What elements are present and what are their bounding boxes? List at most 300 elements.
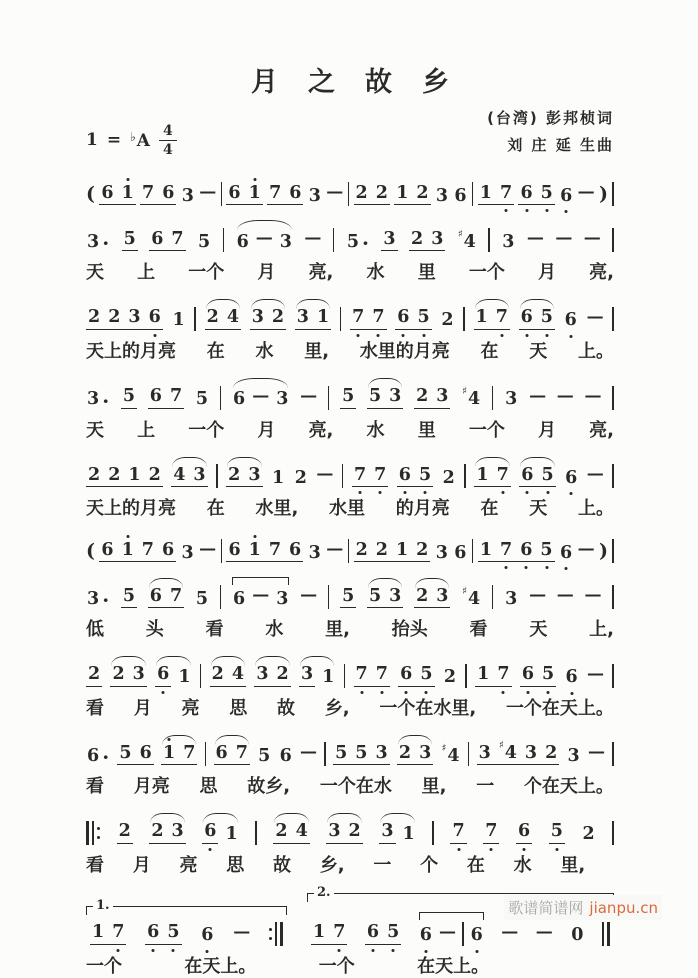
barline (612, 307, 614, 331)
beam-group (99, 182, 135, 206)
meter-numerator: 4 (159, 124, 177, 141)
sharp-accidental-icon: ♯ (441, 742, 447, 754)
beam-group (171, 464, 207, 488)
sharp-accidental-icon: ♯ (498, 739, 504, 751)
score-system (86, 175, 614, 205)
watermark-site-name: 歌谱简谱网 (508, 899, 584, 917)
note: 6 (233, 389, 246, 409)
note: 6 (289, 539, 302, 560)
note: 5 (418, 467, 432, 485)
lyric-syllable: 上。 (577, 340, 614, 362)
duration-dash: — (583, 228, 601, 248)
watermark (504, 895, 662, 920)
note: 6 (161, 539, 175, 560)
note: 6 (564, 470, 578, 488)
lyric-syllable: 上。 (577, 498, 614, 519)
beam-group (350, 309, 386, 330)
note: 3 (248, 464, 261, 485)
note: 2 (375, 539, 388, 560)
lyric-syllable: 看 (86, 776, 104, 797)
key-equals: = (106, 130, 122, 150)
note: 1 (121, 542, 135, 560)
music-line (86, 296, 614, 330)
note: 7 (496, 666, 510, 684)
lyric-syllable: 上, (589, 619, 614, 640)
lyric-syllable: 月 (537, 419, 556, 441)
slur-group (474, 296, 510, 330)
octave-dot-above (168, 738, 171, 741)
barline (492, 585, 494, 609)
beam-group (450, 823, 466, 844)
note: 2 (375, 182, 388, 203)
octave-dot-below (371, 949, 374, 952)
note: 6 (564, 669, 578, 687)
duration-dash: — (252, 585, 270, 605)
slur-group (379, 810, 415, 844)
lyric-syllable: 在天上。 (184, 955, 257, 977)
lyric-syllable: 月亮 (133, 776, 170, 797)
note: 7 (496, 467, 510, 485)
beam-group (140, 182, 176, 206)
barline (432, 821, 434, 845)
note: 2 (441, 310, 454, 330)
augmentation-dot: · (102, 588, 110, 612)
beam-group (148, 388, 184, 409)
note: 3 (419, 742, 432, 763)
octave-dot-below (565, 567, 568, 570)
note: 6 (517, 823, 531, 841)
note: 6 (149, 386, 162, 406)
octave-dot-below (565, 210, 568, 213)
slur-group (326, 810, 362, 844)
note: 3 (296, 307, 309, 327)
tie-group (232, 574, 289, 608)
note: 5 · (346, 231, 369, 255)
barline (220, 386, 222, 410)
note: 6 (139, 742, 152, 763)
note: 7 (373, 467, 387, 485)
lyric-syllable: 亮, (589, 419, 614, 441)
beam-group (394, 182, 430, 206)
note: 2 (151, 821, 164, 841)
slur-group (149, 810, 185, 844)
octave-dot-below (360, 691, 363, 694)
note: 1 (395, 539, 409, 560)
note: 5 (335, 742, 348, 763)
beam-group (117, 742, 153, 766)
note: ♯ 4 (498, 739, 517, 763)
augmentation-dot: · (102, 388, 110, 413)
slur-group (367, 575, 403, 609)
phrase-paren: ( (86, 540, 95, 562)
beam-group (414, 585, 450, 609)
note: 2 (118, 821, 131, 841)
tie-group (419, 909, 484, 945)
duration-dash: — (501, 921, 519, 942)
duration-dash: — (535, 921, 553, 942)
note: 1 (162, 745, 176, 763)
note: 3 (279, 231, 292, 252)
beam-group (99, 539, 176, 563)
composer-credit: 刘 庄 延 生曲 (507, 136, 614, 154)
octave-dot-below (117, 949, 120, 952)
duration-dash: — (586, 663, 604, 684)
slur-arc (233, 378, 288, 388)
note: 2 (443, 667, 456, 687)
note: 3 (375, 742, 388, 763)
beam-group (226, 464, 262, 488)
octave-dot-below (505, 566, 508, 569)
lyric-syllable: 在 (206, 498, 225, 519)
note: 4 (231, 664, 245, 684)
duration-dash: — (316, 464, 334, 484)
duration-dash: — (529, 385, 547, 406)
note: 6 (398, 467, 412, 485)
barline (463, 307, 465, 331)
octave-dot-below (545, 209, 548, 212)
octave-dot-below (457, 848, 460, 851)
octave-dot-below (153, 334, 156, 337)
beam-group (478, 182, 514, 206)
note: 5 (355, 742, 368, 763)
lyric-syllable: 的月亮 (395, 498, 450, 519)
note: 6 (559, 545, 573, 563)
music-line (86, 732, 614, 769)
lyric-syllable: 看 (86, 697, 104, 719)
beam-group (519, 464, 555, 488)
lyric-syllable: 水里, (255, 498, 299, 519)
begin-repeat-barline (86, 821, 100, 845)
lyric-syllable: 水里的月亮 (359, 340, 450, 362)
note: 2 (442, 467, 455, 488)
duration-dash: — (255, 228, 273, 248)
octave-dot-below (475, 950, 478, 953)
music-line (86, 175, 614, 205)
beam-group (295, 309, 331, 330)
score-system (86, 375, 614, 442)
slur-group (474, 454, 510, 488)
note: 1 (272, 467, 285, 488)
note: 1 (476, 464, 489, 485)
note: 3 · (87, 588, 110, 612)
barline (612, 386, 614, 410)
duration-dash: — (586, 306, 604, 327)
octave-dot-below (392, 949, 395, 952)
score (86, 175, 614, 978)
note: 7 (499, 185, 513, 203)
lyric-syllable: 亮 (179, 854, 198, 876)
octave-dot-below (500, 334, 503, 337)
note: 3 (128, 307, 141, 327)
music-line (86, 375, 614, 413)
octave-dot-below (209, 848, 212, 851)
music-line (86, 574, 614, 612)
slur-group (236, 217, 293, 251)
duration-dash: — (577, 182, 595, 202)
note: 1 (475, 307, 488, 327)
note: 3 (435, 185, 449, 206)
beam-group (352, 464, 388, 488)
barline (348, 539, 350, 563)
barline (328, 386, 330, 410)
note: 2 (545, 742, 558, 763)
duration-dash: — (199, 539, 217, 559)
beam-group (354, 182, 390, 206)
note: 5 (541, 666, 555, 684)
sharp-accidental-icon: ♯ (462, 386, 467, 397)
credits (487, 105, 614, 159)
note: 2 (416, 386, 429, 406)
augmentation-dot: · (362, 231, 369, 255)
lyric-syllable: 月 (537, 262, 556, 283)
note: 6 (520, 467, 534, 485)
beam-group (86, 309, 163, 330)
slur-group (161, 732, 197, 766)
lyric-syllable: 一个 (318, 955, 355, 977)
beam-group (340, 585, 356, 609)
note: 2 (88, 664, 101, 684)
lyric-syllable: 水里 (329, 498, 366, 519)
octave-dot-below (525, 334, 528, 337)
note: 3 (389, 585, 402, 606)
barline (223, 228, 225, 252)
sharp-accidental-icon: ♯ (462, 585, 467, 597)
lyric-syllable: 低 (86, 619, 104, 640)
octave-dot-below (357, 334, 360, 337)
lyric-syllable: 在 (480, 498, 499, 519)
note: 1 (316, 307, 330, 327)
note: 1 (402, 824, 415, 844)
note: 5 (368, 386, 382, 406)
beam-group (475, 666, 511, 687)
duration-dash: — (300, 385, 318, 406)
duration-dash: — (577, 539, 595, 559)
volta-label: 1. (93, 898, 113, 914)
lyric-syllable: 一个在水里, (379, 697, 477, 719)
note: 5 (540, 185, 554, 203)
octave-dot-below (523, 848, 526, 851)
lyric-syllable: 一 (373, 854, 392, 876)
note: 2 (228, 464, 241, 485)
beam-group (145, 924, 181, 945)
duration-dash: — (529, 585, 547, 605)
lyric-syllable: 抬头 (391, 619, 428, 640)
note: 6 (564, 312, 578, 330)
duration-dash: — (584, 385, 602, 406)
note: 6 (454, 185, 467, 206)
note: 4 (295, 821, 308, 841)
beam-group (90, 924, 126, 945)
note: 5 (166, 924, 180, 942)
note: 3 (505, 389, 518, 409)
note: 6 (148, 309, 162, 327)
note: 3 (251, 307, 264, 327)
note: 2 (206, 307, 219, 327)
octave-dot-below (526, 691, 529, 694)
note: 3 (181, 542, 194, 563)
octave-dot-above (253, 178, 256, 181)
octave-dot-below (569, 335, 572, 338)
note: 4 (226, 307, 240, 327)
octave-dot-below (380, 691, 383, 694)
note: 5 (419, 666, 433, 684)
beam-group (483, 823, 499, 844)
lyric-syllable: 思 (229, 697, 248, 719)
octave-dot-below (545, 566, 548, 569)
meter-denominator: 4 (162, 141, 173, 158)
lyric-syllable: 水 (366, 262, 385, 283)
lyric-syllable: 一个在天上。 (505, 697, 614, 719)
duration-dash: — (300, 742, 317, 762)
octave-dot-above (126, 535, 129, 538)
note: 7 (142, 182, 155, 203)
lyrics-line (86, 416, 614, 442)
note: 6 (151, 228, 164, 249)
note: 6 (399, 666, 413, 684)
lyricist-credit: (台湾) 彭邦桢词 (487, 109, 614, 127)
slur-group (202, 810, 238, 844)
note: 0 (571, 925, 584, 945)
note: 6 (200, 927, 214, 945)
barline (342, 464, 344, 488)
note: 2 (294, 467, 307, 488)
beam-group (516, 823, 532, 844)
note: 1 (396, 182, 409, 203)
octave-dot-below (425, 691, 428, 694)
watermark-site-url: jianpu.cn (589, 899, 658, 917)
note: 3 (436, 386, 449, 406)
lyric-syllable: 天 (86, 262, 104, 283)
beam-group (520, 666, 556, 687)
score-system (86, 810, 614, 877)
slur-group (226, 454, 262, 488)
note: 3 (478, 742, 491, 763)
note: 3 (276, 389, 289, 409)
tie-bracket (232, 577, 289, 585)
lyric-syllable: 故乡, (247, 776, 291, 797)
note: 2 (276, 664, 289, 684)
note: 7 (171, 228, 184, 249)
slur-group (519, 454, 555, 488)
time-signature (159, 124, 177, 157)
octave-dot-below (526, 491, 529, 494)
note: 6 (203, 823, 217, 841)
note: 3 · (87, 388, 110, 413)
lyric-syllable: 在 (480, 340, 499, 362)
score-system (86, 296, 614, 363)
note: 3 (308, 542, 321, 563)
barline (221, 182, 223, 206)
note: 7 (499, 542, 513, 560)
beam-group (210, 666, 246, 687)
barline (324, 742, 326, 766)
note: 6 (228, 182, 241, 203)
octave-dot-below (570, 492, 573, 495)
octave-dot-below (525, 566, 528, 569)
beam-group (122, 228, 138, 252)
note: 7 (495, 309, 509, 327)
beam-group (333, 742, 390, 766)
slur-group (155, 653, 191, 687)
lyric-syllable: 里 (417, 262, 436, 283)
note: 7 (169, 585, 183, 606)
lyric-syllable: 月 (257, 419, 276, 441)
beam-group (474, 309, 510, 330)
barline (220, 585, 222, 609)
score-system (86, 532, 614, 562)
note: ♯ 4 (462, 585, 481, 609)
lyric-syllable: 一个 (468, 419, 505, 441)
note: 5 (195, 389, 209, 409)
note: 5 (119, 742, 132, 763)
note: 6 (162, 182, 175, 203)
music-line (86, 217, 614, 255)
note: 5 (342, 585, 355, 606)
beam-group (549, 823, 565, 844)
note: 2 (355, 182, 368, 203)
octave-dot-below (525, 209, 528, 212)
note: ♯ 4 (457, 228, 476, 252)
note: 2 (416, 182, 429, 203)
lyric-syllable: 头 (145, 619, 164, 640)
note: 3 (300, 664, 314, 684)
beam-group (149, 823, 185, 844)
note: 1 (121, 185, 135, 203)
lyrics-line (86, 851, 614, 877)
note: 7 (268, 539, 282, 560)
note: 5 (258, 745, 271, 766)
lyric-syllable: 一个在水 (319, 776, 392, 797)
beam-group (340, 388, 356, 409)
note: 3 (181, 185, 194, 206)
note: 1 (92, 922, 105, 942)
duration-dash: — (252, 385, 270, 406)
duration-dash: — (526, 228, 544, 248)
octave-dot-below (206, 950, 209, 953)
note: 6 (470, 927, 484, 945)
note: 7 (371, 309, 385, 327)
barline (194, 307, 196, 331)
note: 5 (368, 585, 382, 606)
lyric-syllable: 天上的月亮 (86, 498, 176, 519)
beam-group (121, 388, 137, 409)
octave-dot-below (424, 491, 427, 494)
beam-group (397, 464, 433, 488)
beam-group (518, 182, 554, 206)
note: 3 (505, 588, 518, 609)
lyric-syllable: 在 (206, 340, 225, 362)
header-row (86, 105, 614, 159)
note: 3 (436, 585, 449, 606)
octave-dot-below (490, 848, 493, 851)
beam-group (354, 666, 390, 687)
duration-dash: — (555, 228, 573, 248)
barline (468, 742, 470, 766)
barline (328, 585, 330, 609)
score-system (86, 732, 614, 799)
sharp-accidental-icon: ♯ (457, 228, 463, 240)
lyrics-line (86, 494, 614, 520)
note: 3 (567, 745, 580, 766)
lyric-syllable: 水 (513, 854, 532, 876)
tie-bracket (419, 912, 484, 920)
note: 3 (524, 742, 538, 763)
lyric-syllable: 天 (86, 419, 104, 441)
lyric-syllable: 思 (199, 776, 218, 797)
beam-group (86, 464, 163, 488)
slur-group (299, 653, 335, 687)
note: 1 (248, 542, 262, 560)
